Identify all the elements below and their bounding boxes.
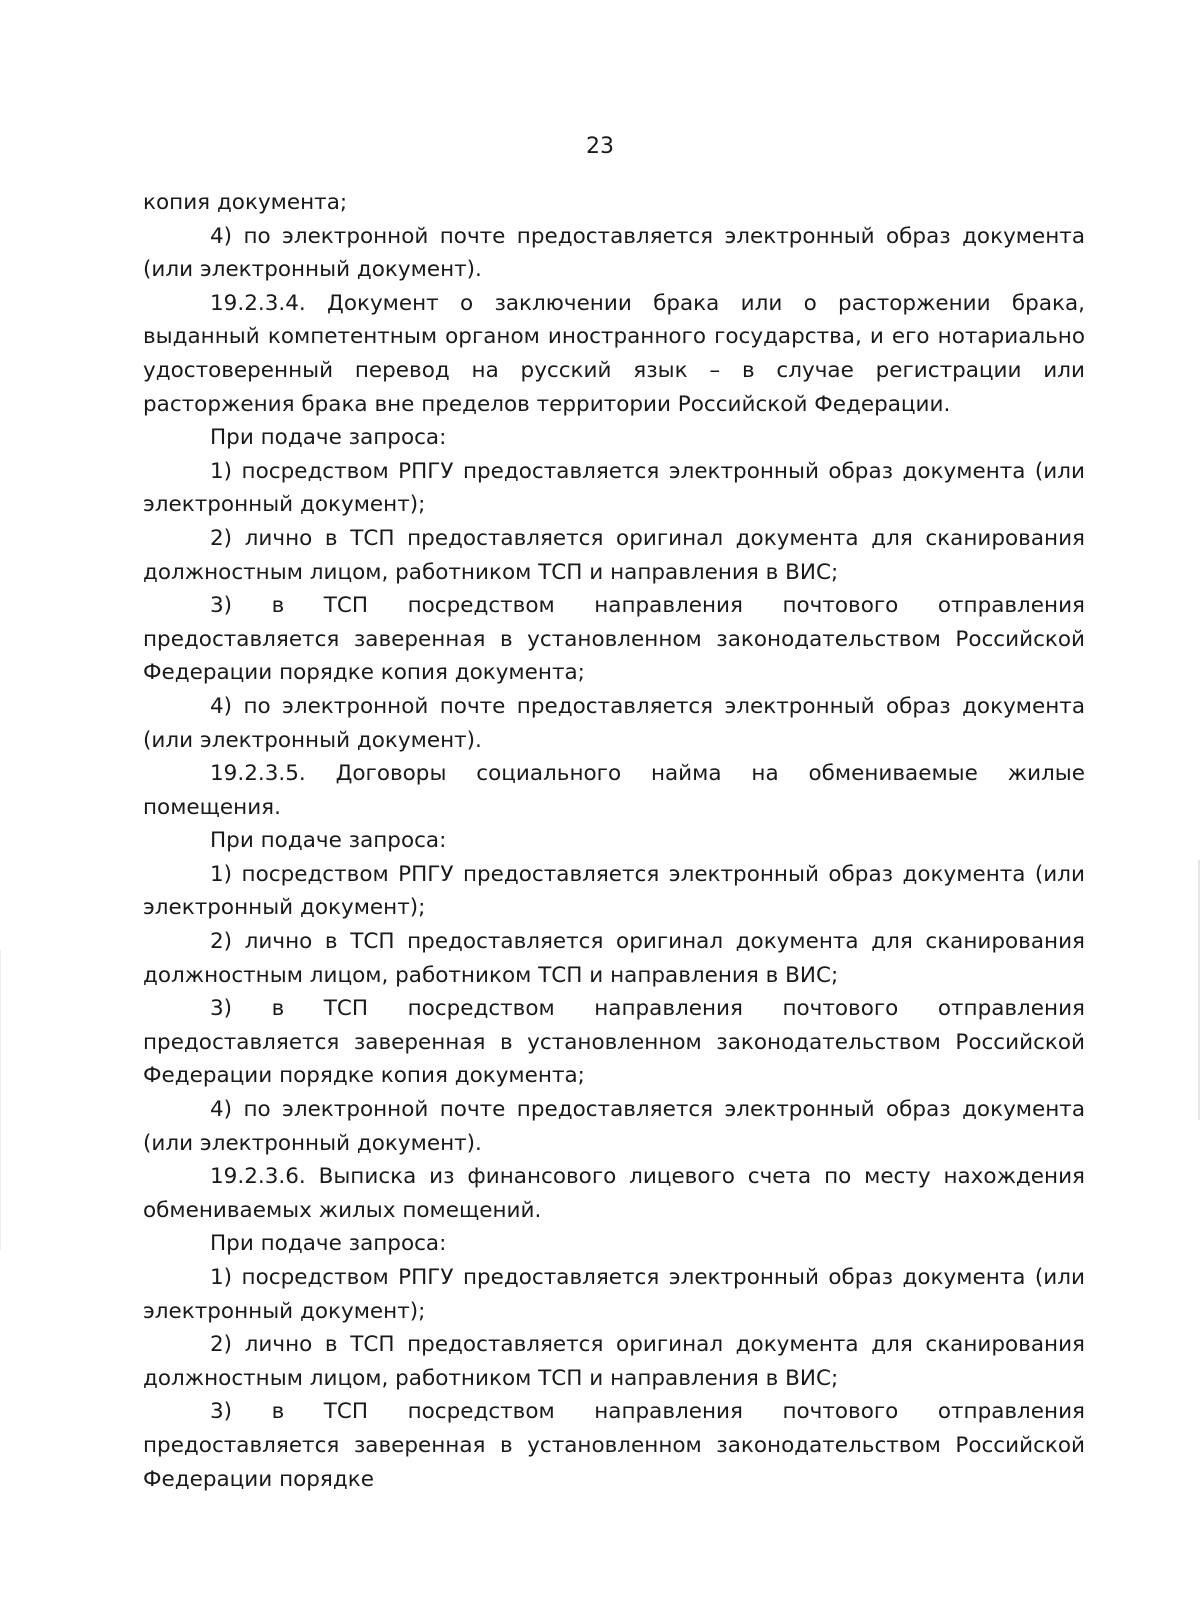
section-19-2-3-4: 19.2.3.4. Документ о заключении брака или о расторжении брака, выданный компетентным органом иностранного государства, и его нотариально удостоверенный перевод на русский язык – в случае регистрации или расторжения брака вне пределов территории Российской Федерации. [143,290,1085,417]
list-item-rpgu: 1) посредством РПГУ предоставляется электронный образ документа (или электронный документ); [143,861,1085,921]
list-item-in-person: 2) лично в ТСП предоставляется оригинал документа для сканирования должностным лицом, работником ТСП и направления в ВИС; [143,1332,1085,1391]
list-item-post: 3) в ТСП посредством направления почтового отправления предоставляется заверенная в установленном законодательством Российской Федерации порядке копия документа; [143,593,1085,686]
section-19-2-3-6: 19.2.3.6. Выписка из финансового лицевого счета по месту нахождения обмениваемых жилых помещений. [143,1164,1085,1223]
paragraph-continuation: копия документа; [143,190,348,215]
request-heading: При подаче запроса: [210,425,447,451]
section-19-2-3-5: 19.2.3.5. Договоры социального найма на обмениваемые жилые помещения. [143,761,1085,820]
scan-edge-artifact [0,950,1,1250]
request-heading: При подаче запроса: [210,1231,447,1257]
list-item-email: 4) по электронной почте предоставляется электронный образ документа (или электронный документ). [143,223,1085,283]
list-item-post: 3) в ТСП посредством направления почтового отправления предоставляется заверенная в установленном законодательством Российской Федерации порядке копия документа; [143,996,1085,1089]
list-item-rpgu: 1) посредством РПГУ предоставляется электронный образ документа (или электронный документ); [143,1265,1085,1324]
list-item-in-person: 2) лично в ТСП предоставляется оригинал документа для сканирования должностным лицом, работником ТСП и направления в ВИС; [143,525,1085,585]
page-number: 23 [586,134,614,159]
list-item-email: 4) по электронной почте предоставляется электронный образ документа (или электронный документ). [143,693,1085,753]
list-item-email: 4) по электронной почте предоставляется электронный образ документа (или электронный документ). [143,1097,1085,1156]
list-item-in-person: 2) лично в ТСП предоставляется оригинал документа для сканирования должностным лицом, работником ТСП и направления в ВИС; [143,929,1085,988]
list-item-rpgu: 1) посредством РПГУ предоставляется электронный образ документа (или электронный документ); [143,458,1085,518]
request-heading: При подаче запроса: [210,828,447,854]
page-body [143,186,1085,1496]
list-item-post: 3) в ТСП посредством направления почтового отправления предоставляется заверенная в установленном законодательством Российской Федерации порядке [143,1399,1085,1492]
